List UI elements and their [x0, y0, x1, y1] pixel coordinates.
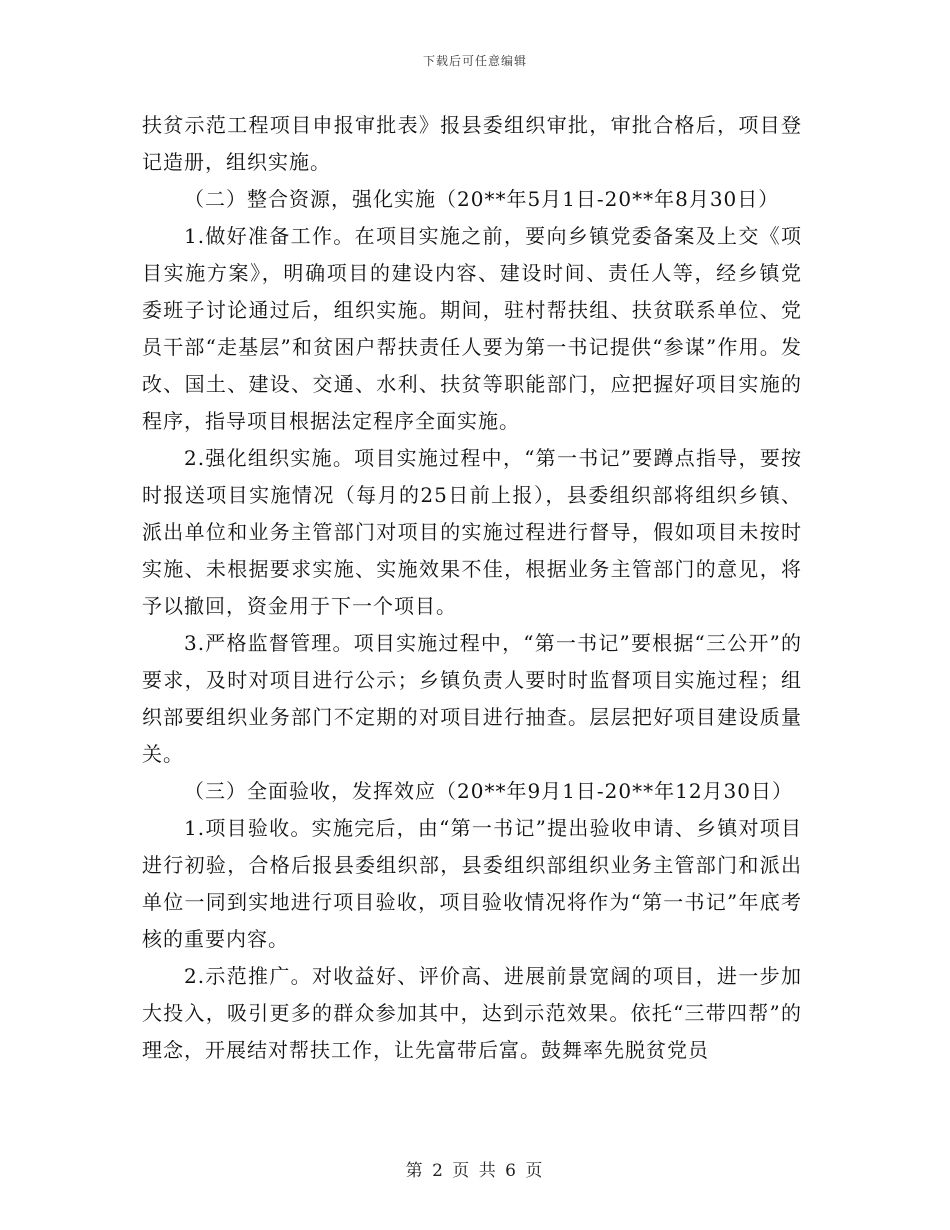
paragraph-continuation: 扶贫示范工程项目申报审批表》报县委组织审批，审批合格后，项目登记造册，组织实施。	[142, 113, 802, 174]
page-header-note: 下载后可任意编辑	[422, 54, 527, 68]
list-item: 1.做好准备工作。在项目实施之前，要向乡镇党委备案及上交《项目实施方案》，明确项目的建设内容、建设时间、责任人等，经乡镇党委班子讨论通过后，组织实施。期间，驻村帮扶组、扶贫联系单位、党员干部“走基层”和贫困户帮扶责任人要为第一书记提供“参谋”作用。发改、国土、建设、交通、水利、扶贫等职能部门，应把握好项目实施的程序，指导项目根据法定程序全面实施。	[142, 224, 802, 433]
section-heading-2: （二）整合资源，强化实施（20**年5月1日-20**年8月30日）	[184, 187, 780, 211]
section-heading-3: （三）全面验收，发挥效应（20**年9月1日-20**年12月30日）	[184, 779, 794, 803]
page-number: 第 2 页 共 6 页	[405, 1161, 545, 1181]
list-item: 2.强化组织实施。项目实施过程中，“第一书记”要蹲点指导，要按时报送项目实施情况（每月的25日前上报），县委组织部将组织乡镇、派出单位和业务主管部门对项目的实施过程进行督导，假如项目未按时实施、未根据要求实施、实施效果不佳，根据业务主管部门的意见，将予以撤回，资金用于下一个项目。	[142, 446, 802, 618]
list-item: 3.严格监督管理。项目实施过程中，“第一书记”要根据“三公开”的要求，及时对项目进行公示；乡镇负责人要时时监督项目实施过程；组织部要组织业务部门不定期的对项目进行抽查。层层把好项目建设质量关。	[142, 631, 802, 766]
list-item: 1.项目验收。实施完后，由“第一书记”提出验收申请、乡镇对项目进行初验，合格后报县委组织部，县委组织部组织业务主管部门和派出单位一同到实地进行项目验收，项目验收情况将作为“第一书记”年底考核的重要内容。	[142, 816, 802, 951]
document-body	[142, 107, 802, 1069]
list-item: 2.示范推广。对收益好、评价高、进展前景宽阔的项目，进一步加大投入，吸引更多的群众参加其中，达到示范效果。依托“三带四帮”的理念，开展结对帮扶工作，让先富带后富。鼓舞率先脱贫党员	[142, 964, 802, 1062]
